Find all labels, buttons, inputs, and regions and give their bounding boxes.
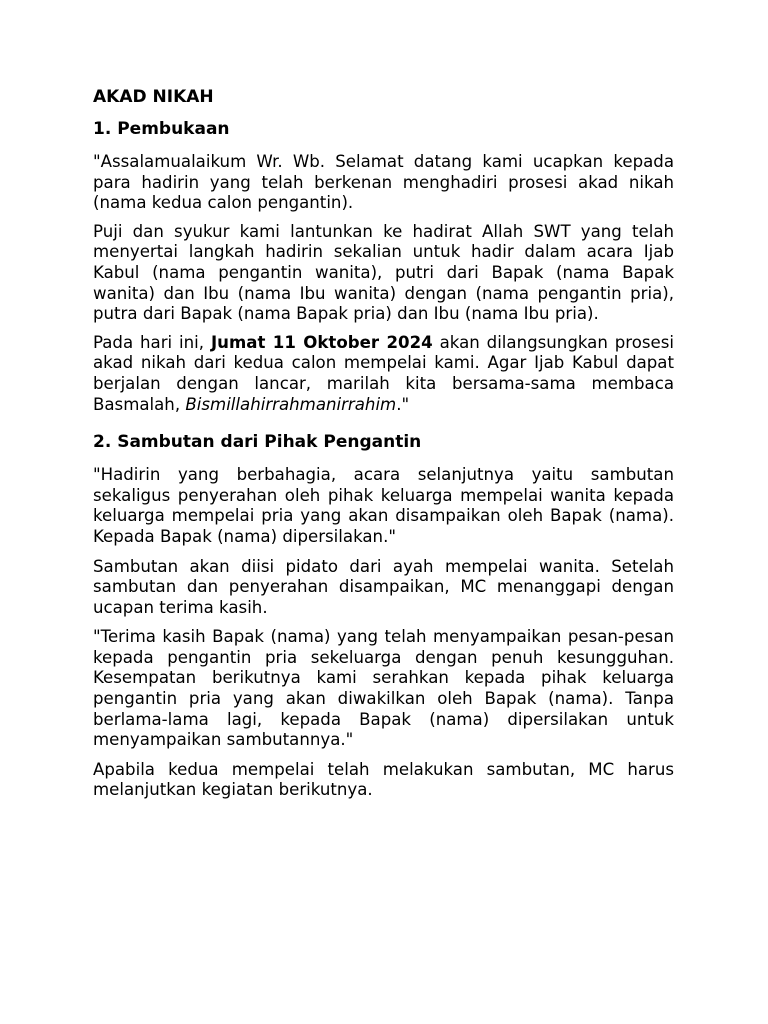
paragraph-sambutan-intro: "Hadirin yang berbahagia, acara selanjutnya yaitu sambutan sekaligus penyerahan oleh pihak keluarga mempelai wanita kepada keluarga mempelai pria yang akan disampaikan oleh Bapak (nama). Kepada Bapak (nama) dipersilakan." [93, 465, 674, 546]
section-heading-pembukaan: 1. Pembukaan [93, 119, 230, 139]
date-closing-text: ." [396, 394, 410, 414]
paragraph-sambutan-speech: Sambutan akan diisi pidato dari ayah mempelai wanita. Setelah sambutan dan penyerahan disampaikan, MC menanggapi dengan ucapan terima kasih. [93, 556, 674, 617]
date-intro-text: Pada hari ini, [93, 332, 211, 352]
section-heading-sambutan: 2. Sambutan dari Pihak Pengantin [93, 432, 422, 453]
paragraph-gratitude: Puji dan syukur kami lantunkan ke hadirat Allah SWT yang telah menyertai langkah hadirin sekalian untuk hadir dalam acara Ijab Kabul (nama pengantin wanita), putri dari Bapak (nama Bapak wanita) dan Ibu (nama Ibu wanita) dengan (nama pengantin pria), putra dari Bapak (nama Bapak pria) dan Ibu (nama Ibu pria). [93, 221, 674, 324]
basmalah-text: Bismillahirrahmanirrahim [185, 394, 397, 414]
event-date: Jumat 11 Oktober 2024 [210, 332, 433, 352]
paragraph-date-announcement [93, 333, 674, 415]
paragraph-closing: Apabila kedua mempelai telah melakukan sambutan, MC harus melanjutkan kegiatan berikutnya. [93, 759, 674, 800]
paragraph-greeting: "Assalamualaikum Wr. Wb. Selamat datang kami ucapkan kepada para hadirin yang telah berkenan menghadiri prosesi akad nikah (nama kedua calon pengantin). [93, 152, 674, 213]
date-middle-text: akan dilangsungkan prosesi akad nikah dari kedua calon mempelai kami. Agar Ijab Kabul dapat berjalan dengan lancar, marilah kita bersama-sama membaca Basmalah, [93, 332, 675, 414]
paragraph-thanks: "Terima kasih Bapak (nama) yang telah menyampaikan pesan-pesan kepada pengantin pria sekeluarga dengan penuh kesungguhan. Kesempatan berikutnya kami serahkan kepada pihak keluarga pengantin pria yang akan diwakilkan oleh Bapak (nama). Tanpa berlama-lama lagi, kepada Bapak (nama) dipersilakan untuk menyampaikan sambutannya." [93, 627, 674, 750]
document-title: AKAD NIKAH [93, 87, 214, 107]
document-page [93, 86, 674, 810]
